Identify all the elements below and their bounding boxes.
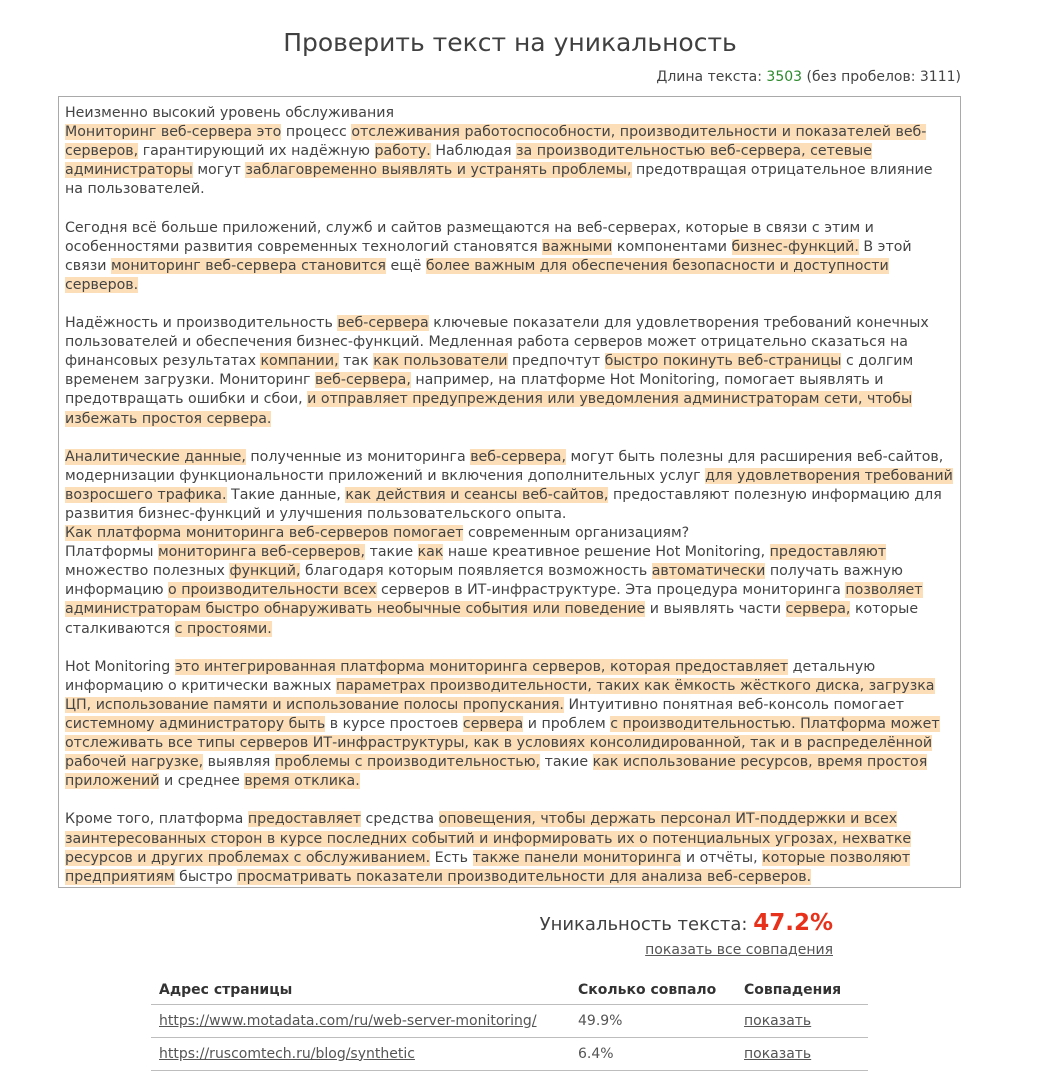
- matched-fragment: отслеживания работоспособности, производительности и показателей веб-серверов,: [65, 124, 927, 160]
- matched-fragment: предоставляют: [769, 544, 887, 561]
- text-fragment: Надёжность и производительность: [65, 315, 338, 332]
- text-paragraph: [65, 104, 954, 199]
- source-url-link[interactable]: https://www.motadata.com/ru/web-server-monitoring/: [159, 1012, 537, 1029]
- text-paragraph: [65, 448, 954, 639]
- text-fragment: благодаря которым появляется возможность: [300, 563, 652, 580]
- text-fragment: предоставляют полезную информацию для развития бизнес-функций и улучшения пользовательского опыта.: [65, 486, 942, 522]
- matched-fragment: рабочей нагрузке,: [65, 754, 204, 771]
- header-url: Адрес страницы: [151, 966, 570, 1004]
- text-paragraph: [65, 314, 954, 429]
- text-fragment: получать важную информацию: [65, 563, 903, 599]
- matched-fragment: сервера,: [785, 601, 851, 618]
- matched-fragment: и отправляет предупреждения или уведомления администраторам сети, чтобы избежать простоя сервера.: [65, 391, 913, 427]
- text-fragment: Есть: [430, 849, 473, 866]
- text-fragment: быстро: [174, 868, 238, 885]
- length-value: 3503: [766, 69, 803, 85]
- matched-fragment: как использование ресурсов, время простоя приложений: [65, 754, 928, 790]
- matched-fragment: просматривать показатели производительности для анализа веб-серверов.: [237, 868, 812, 885]
- text-fragment: такие: [365, 544, 418, 561]
- source-url-link[interactable]: https://ruscomtech.ru/blog/synthetic: [159, 1045, 415, 1062]
- text-fragment: наше креативное решение Hot Monitoring,: [443, 544, 770, 561]
- matched-fragment: как пользователи: [373, 353, 508, 370]
- matched-fragment: как: [417, 544, 444, 561]
- text-fragment: и отчёты,: [681, 849, 763, 866]
- matched-fragment: быстро покинуть веб-страницы: [604, 353, 842, 370]
- text-fragment: с долгим временем загрузки. Мониторинг: [65, 353, 914, 389]
- matched-fragment: веб-сервера: [337, 315, 429, 332]
- text-fragment: В этой связи: [65, 238, 912, 274]
- text-fragment: и проблем: [523, 716, 611, 732]
- matched-fragment: функций,: [229, 563, 301, 580]
- matched-fragment: которые позволяют предприятиям: [65, 849, 911, 885]
- matched-fragment: параметрах производительности, таких как ёмкость жёсткого диска, загрузка ЦП, использование памяти и использование полосы пропускания.: [65, 677, 935, 713]
- matched-fragment: для удовлетворения требований возросшего трафика.: [65, 467, 953, 503]
- matched-fragment: системному администратору быть: [65, 716, 326, 732]
- uniqueness-result: [540, 910, 833, 936]
- table-header-row: [151, 966, 868, 1004]
- show-all-matches-link[interactable]: показать все совпадения: [645, 942, 833, 958]
- text-fragment: Платформы: [65, 544, 158, 561]
- uniqueness-percent: 47.2%: [753, 910, 833, 936]
- text-fragment: ещё: [385, 257, 426, 274]
- text-fragment: Сегодня всё больше приложений, служб и сайтов размещаются на веб-серверах, которые в связи с этим и особенностями развития современных технологий становятся: [65, 219, 874, 255]
- text-fragment: ключевые показатели для удовлетворения требований конечных пользователей и обеспечения бизнес-функций. Медленная работа серверов может отрицательно сказаться на финансовых результатах: [65, 315, 929, 370]
- matched-fragment: мониторинга веб-серверов,: [157, 544, 366, 561]
- text-fragment: так: [338, 353, 374, 370]
- matched-fragment: веб-сервера,: [315, 372, 411, 389]
- text-fragment: современным организациям?: [463, 525, 690, 542]
- matched-percent: 6.4%: [570, 1037, 736, 1070]
- text-paragraph: [65, 219, 954, 295]
- text-fragment: и среднее: [159, 773, 245, 790]
- show-matches-link[interactable]: показать: [744, 1045, 812, 1062]
- no-spaces-label: (без пробелов:: [806, 69, 916, 85]
- uniqueness-label: Уникальность текста:: [539, 914, 748, 935]
- text-fragment: детальную информацию о критически важных: [65, 658, 876, 694]
- text-length-info: [656, 69, 961, 85]
- matched-fragment: проблемы с производительностью,: [274, 754, 541, 771]
- text-fragment: в курсе простоев: [325, 716, 463, 732]
- text-fragment: полученные из мониторинга: [245, 448, 471, 465]
- matched-fragment: оповещения, чтобы держать персонал ИТ-поддержки и всех заинтересованных сторон в курсе последних событий и информировать их о потенциальных угрозах, нехватке ресурсов и других проблемах с обслуживанием.: [65, 811, 912, 866]
- text-fragment: средства: [361, 811, 439, 828]
- text-fragment: которые сталкиваются: [65, 601, 919, 637]
- url-cell: [151, 1037, 570, 1070]
- checked-text-area[interactable]: [58, 96, 961, 888]
- text-fragment: Наблюдая: [430, 143, 517, 160]
- paragraph-gap: [65, 887, 954, 888]
- text-paragraph: [65, 810, 954, 886]
- show-cell: [736, 1037, 868, 1070]
- text-fragment: могут быть полезны для расширения веб-сайтов, модернизации функциональности приложений и включения дополнительных услуг: [65, 448, 944, 484]
- matched-fragment: это интегрированная платформа мониторинга серверов, которая предоставляет: [174, 658, 789, 675]
- matched-fragment: веб-сервера,: [470, 448, 566, 465]
- matched-fragment: с простоями.: [174, 620, 272, 637]
- matched-fragment: важными: [542, 238, 613, 255]
- matched-fragment: автоматически: [651, 563, 766, 580]
- header-matched: Сколько совпало: [570, 966, 736, 1004]
- text-fragment: серверов в ИТ-инфраструктуре. Эта процедура мониторинга: [376, 582, 846, 599]
- url-cell: [151, 1004, 570, 1037]
- text-fragment: могут: [192, 162, 246, 179]
- text-fragment: Hot Monitoring: [65, 658, 175, 675]
- length-label: Длина текста:: [656, 69, 762, 85]
- matched-fragment: бизнес-функций.: [731, 238, 859, 255]
- matches-table: [151, 966, 868, 1071]
- matched-fragment: Как платформа мониторинга веб-серверов помогает: [65, 525, 464, 542]
- matched-fragment: мониторинг веб-сервера становится: [110, 257, 386, 274]
- matched-percent: 49.9%: [570, 1004, 736, 1037]
- matched-fragment: компании,: [260, 353, 339, 370]
- text-fragment: выявляя: [203, 754, 275, 771]
- no-spaces-close: ): [955, 69, 961, 85]
- show-cell: [736, 1004, 868, 1037]
- paragraph-gap: [65, 199, 954, 218]
- text-fragment: Кроме того, платформа: [65, 811, 248, 828]
- text-fragment: процесс: [281, 124, 352, 141]
- matched-fragment: более важным для обеспечения безопасности и доступности серверов.: [65, 257, 889, 293]
- text-fragment: гарантирующий их надёжную: [138, 143, 375, 160]
- matched-fragment: о производительности всех: [168, 582, 377, 599]
- matched-fragment: позволяет администраторам быстро обнаруживать необычные события или поведение: [65, 582, 923, 618]
- paragraph-gap: [65, 429, 954, 448]
- paragraph-gap: [65, 295, 954, 314]
- matched-fragment: работу.: [374, 143, 431, 160]
- text-fragment: компонентами: [612, 238, 732, 255]
- matched-fragment: Мониторинг веб-сервера это: [65, 124, 282, 141]
- matched-fragment: как действия и сеансы веб-сайтов,: [345, 486, 609, 503]
- matched-fragment: заблаговременно выявлять и устранять проблемы,: [245, 162, 632, 179]
- show-matches-link[interactable]: показать: [744, 1012, 812, 1029]
- no-spaces-value: 3111: [919, 69, 956, 85]
- page-title: Проверить текст на уникальность: [283, 28, 737, 57]
- text-paragraph: [65, 658, 954, 792]
- matched-fragment: за производительностью веб-сервера, сетевые администраторы: [65, 143, 872, 179]
- text-fragment: множество полезных: [65, 563, 230, 580]
- header-matches: Совпадения: [736, 966, 868, 1004]
- text-fragment: Неизменно высокий уровень обслуживания: [65, 105, 395, 121]
- matched-fragment: Аналитические данные,: [65, 448, 246, 465]
- table-row: [151, 1004, 868, 1037]
- table-row: [151, 1037, 868, 1070]
- matched-fragment: также панели мониторинга: [472, 849, 682, 866]
- matched-fragment: сервера: [462, 716, 524, 732]
- matched-fragment: предоставляет: [247, 811, 362, 828]
- text-fragment: Такие данные,: [226, 486, 346, 503]
- text-fragment: предотвращая отрицательное влияние на пользователей.: [65, 162, 933, 198]
- paragraph-gap: [65, 639, 954, 658]
- text-fragment: предпочтут: [507, 353, 605, 370]
- text-fragment: Интуитивно понятная веб-консоль помогает: [563, 696, 904, 713]
- text-fragment: и выявлять части: [645, 601, 786, 618]
- text-fragment: например, на платформе Hot Monitoring, помогает выявлять и предотвращать ошибки и сбои,: [65, 372, 884, 408]
- matched-fragment: с производительностью. Платформа может отслеживать все типы серверов ИТ-инфраструктуры, как в условиях консолидированной, так и в распределённой: [65, 716, 940, 752]
- matched-fragment: время отклика.: [244, 773, 360, 790]
- paragraph-gap: [65, 791, 954, 810]
- text-fragment: такие: [540, 754, 593, 771]
